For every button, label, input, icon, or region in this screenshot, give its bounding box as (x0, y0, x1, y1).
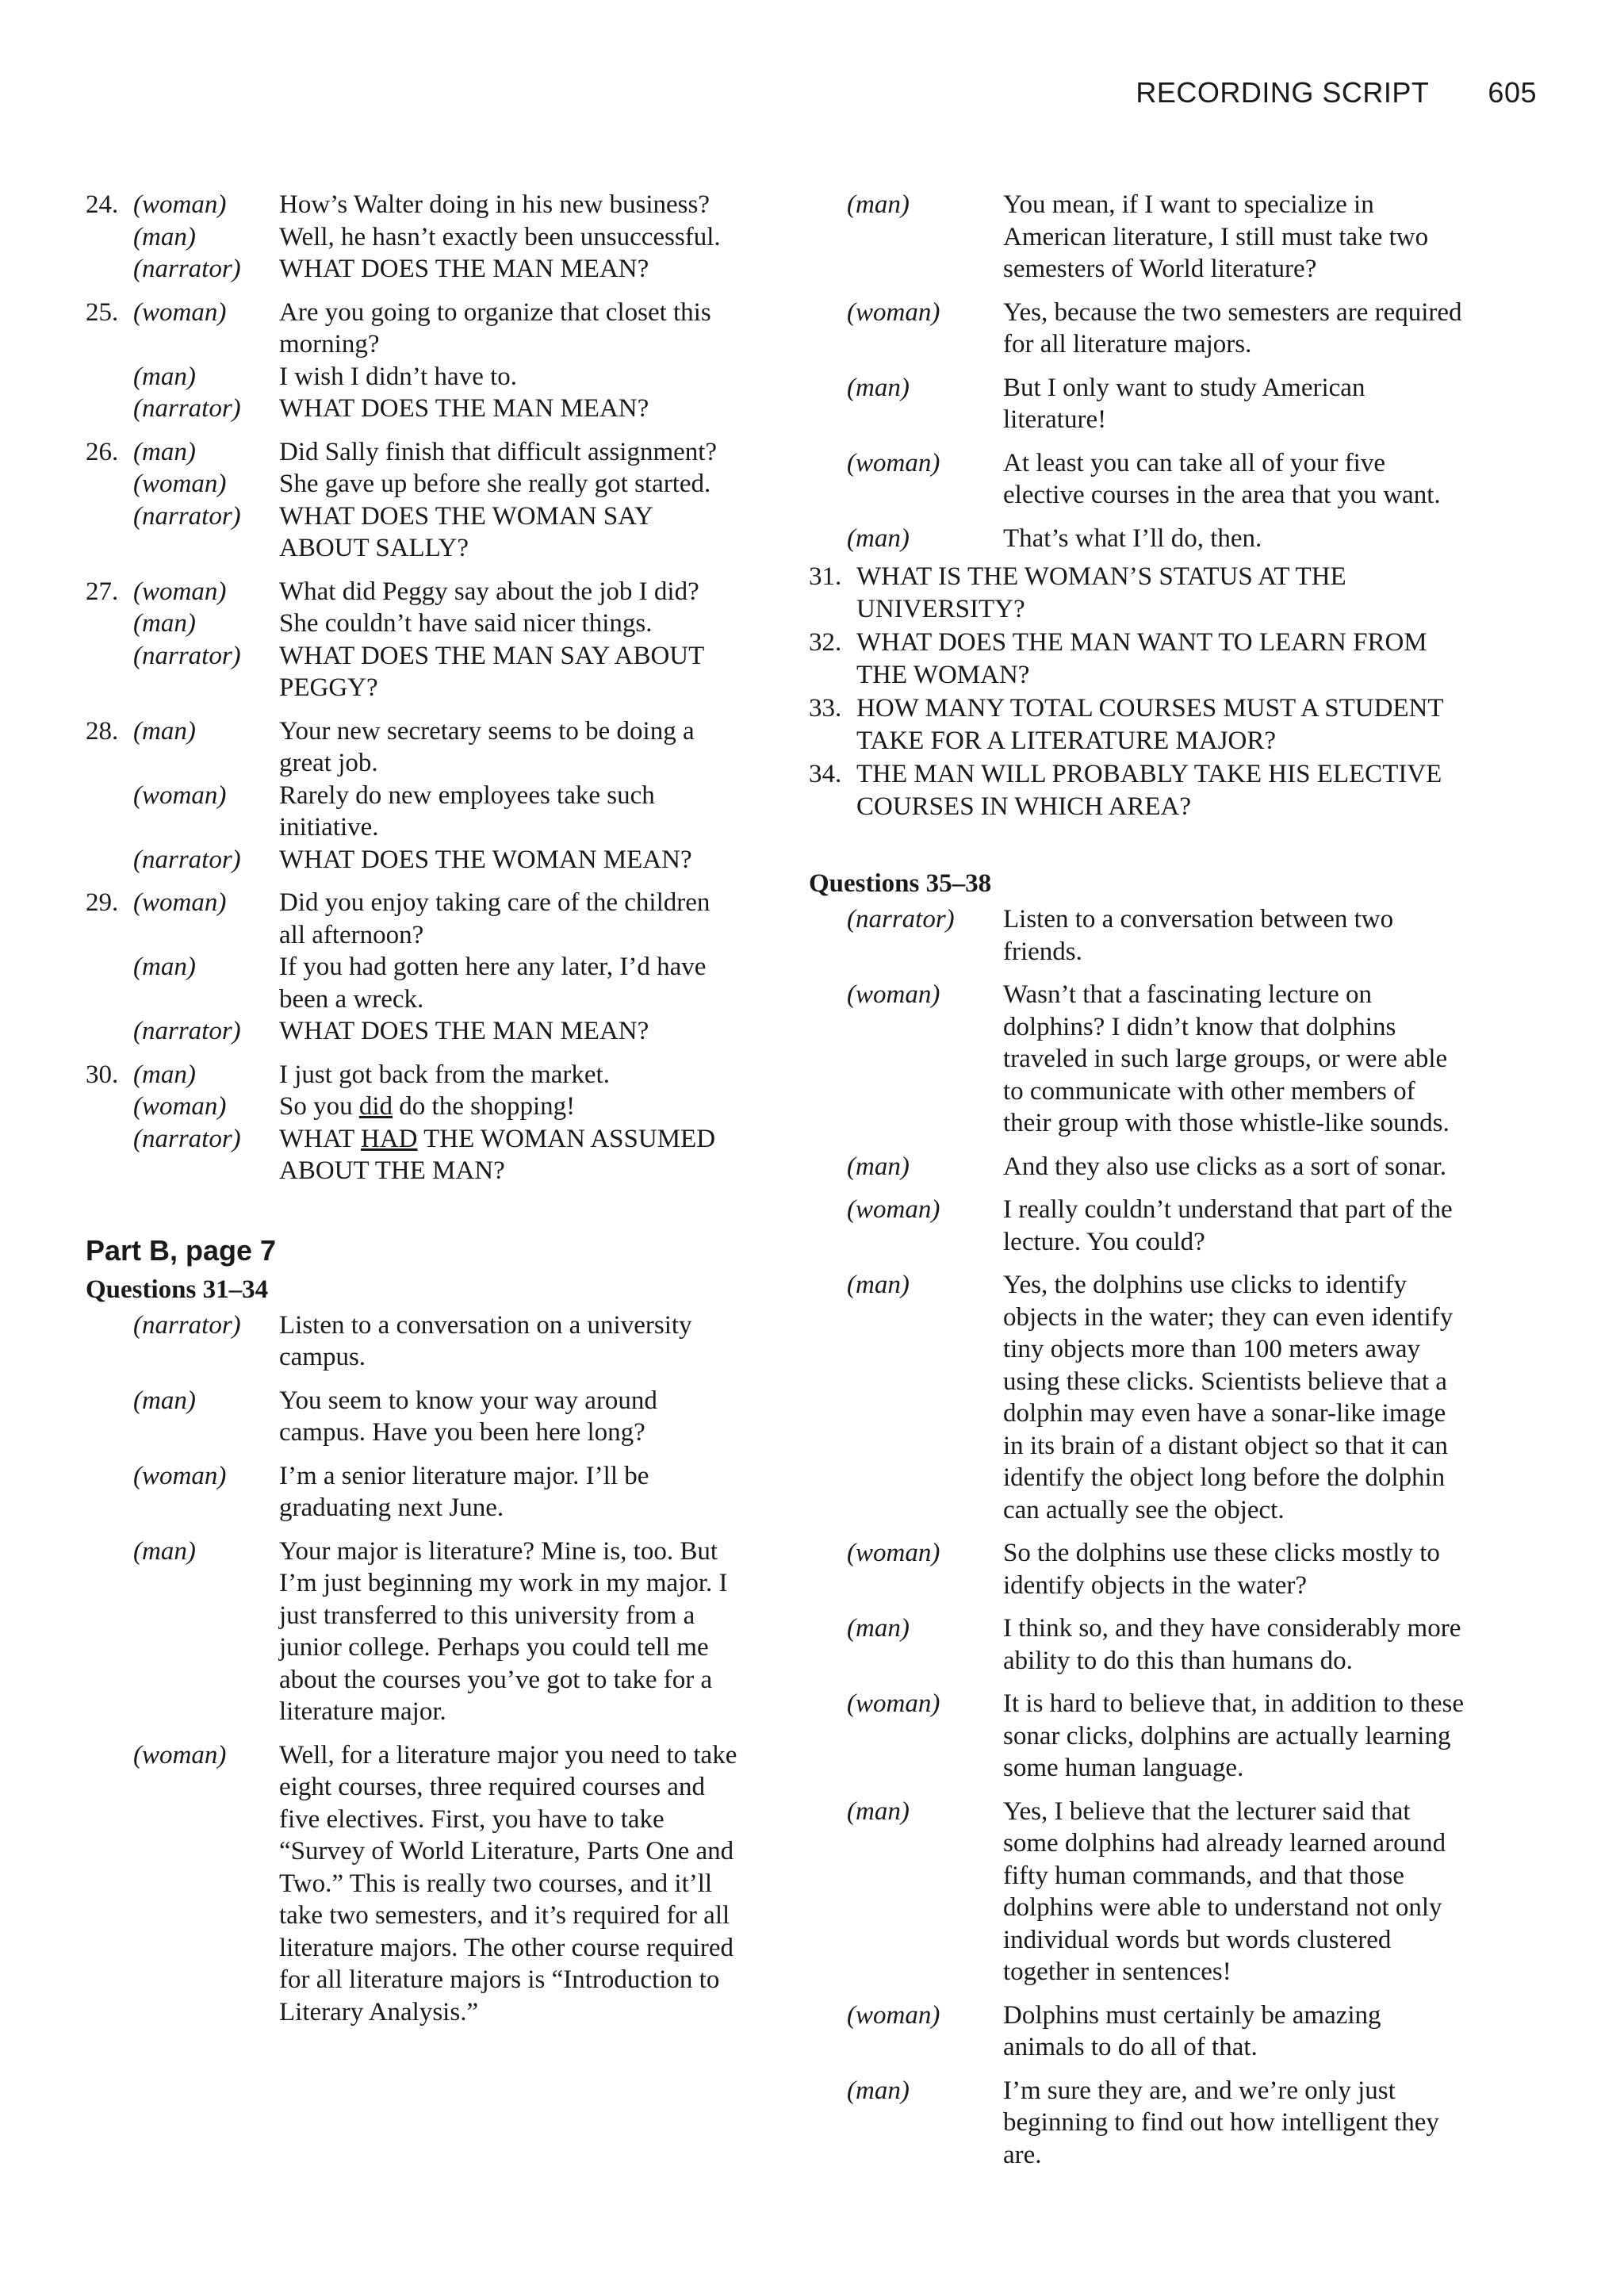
script-line (809, 1612, 1467, 1677)
question-number: 33. (809, 694, 842, 723)
item-number: 29. (86, 888, 119, 917)
item-number: 27. (86, 577, 119, 606)
script-line (809, 1151, 1467, 1183)
script-line (86, 1015, 744, 1048)
dialogue-text: I wish I didn’t have to. (279, 362, 518, 391)
conversation-35-38 (809, 903, 1467, 2171)
dialogue-text: She couldn’t have said nicer things. (279, 609, 653, 638)
dialogue-text: How’s Walter doing in his new business? (279, 190, 710, 219)
speaker: (woman) (133, 1461, 227, 1490)
speaker: (narrator) (847, 905, 955, 934)
line-label (809, 1796, 1003, 1988)
script-line (809, 903, 1467, 968)
script-line (809, 2075, 1467, 2172)
question-row (809, 627, 1467, 691)
speaker: (man) (847, 1152, 910, 1181)
speaker: (woman) (847, 980, 940, 1009)
dialogue-text: So the dolphins use these clicks mostly to identify objects in the water? (1003, 1539, 1440, 1600)
script-line (86, 951, 744, 1015)
line-label (809, 1612, 1003, 1677)
text-part: THE WOMAN ASSUMED ABOUT THE MAN? (279, 1124, 716, 1185)
dialogue-text: WHAT DOES THE WOMAN MEAN? (279, 845, 692, 874)
line-label (86, 393, 279, 425)
speaker: (narrator) (133, 394, 241, 423)
left-column (86, 189, 744, 2028)
script-item (86, 189, 744, 286)
line-label (86, 500, 279, 565)
question-number: 34. (809, 760, 842, 788)
speaker: (woman) (847, 1689, 940, 1718)
speaker: (man) (847, 1614, 910, 1643)
conversation-continued (809, 189, 1467, 554)
page-number: 605 (1488, 76, 1537, 109)
speaker: (man) (847, 373, 910, 402)
line-label (86, 576, 279, 608)
script-line (86, 1536, 744, 1728)
dialogue-text: Did Sally finish that difficult assignment? (279, 437, 718, 466)
speaker: (woman) (847, 1539, 940, 1567)
speaker: (man) (847, 523, 910, 553)
dialogue-text: I think so, and they have considerably more ability to do this than humans do. (1003, 1614, 1461, 1675)
items-24-29 (86, 189, 744, 1048)
script-line (86, 189, 744, 221)
script-line (809, 1194, 1467, 1258)
script-line (86, 436, 744, 469)
script-line (86, 576, 744, 608)
script-line (86, 887, 744, 951)
line-label (86, 436, 279, 469)
line-label (86, 608, 279, 640)
speaker: (man) (133, 1536, 196, 1566)
dialogue-text: WHAT DOES THE MAN SAY ABOUT PEGGY? (279, 641, 704, 702)
speaker: (man) (847, 1271, 910, 1299)
dialogue-text: WHAT DOES THE MAN MEAN? (279, 394, 649, 423)
dialogue-text: Dolphins must certainly be amazing animals to do all of that. (1003, 2000, 1381, 2061)
dialogue-text: That’s what I’ll do, then. (1003, 523, 1262, 553)
script-line (86, 221, 744, 254)
line-label (86, 297, 279, 361)
speaker: (woman) (847, 448, 940, 477)
dialogue-text: It is hard to believe that, in addition to these sonar clicks, dolphins are actually learning some human language. (1003, 1689, 1465, 1782)
script-line (86, 297, 744, 361)
script-item (86, 576, 744, 704)
dialogue-text: I’m a senior literature major. I’ll be graduating next June. (279, 1461, 649, 1522)
line-label (86, 780, 279, 844)
speaker: (woman) (847, 297, 940, 327)
line-label (809, 1688, 1003, 1785)
script-line (809, 2000, 1467, 2064)
dialogue-text: Rarely do new employees take such initiative. (279, 780, 655, 842)
speaker: (woman) (133, 577, 227, 606)
item-number: 30. (86, 1060, 119, 1089)
dialogue-text: Yes, because the two semesters are required for all literature majors. (1003, 297, 1462, 358)
speaker: (man) (847, 1796, 910, 1826)
line-label (809, 2075, 1003, 2172)
line-label (809, 189, 1003, 286)
line-label (86, 951, 279, 1015)
dialogue-text: You mean, if I want to specialize in American literature, I still must take two semesters of World literature? (1003, 190, 1429, 283)
script-line (86, 844, 744, 876)
dialogue-text: Well, for a literature major you need to take eight courses, three required courses and five electives. First, you have to take “Survey of World Literature, Parts One and Two.” This is really two courses, and it’ll take two semesters, and it’s required for all literature majors. The other course required for all literature majors is “Introduction to Literary Analysis.” (279, 1740, 737, 2026)
dialogue-text: Yes, I believe that the lecturer said that some dolphins had already learned around fifty human commands, and that those dolphins were able to understand not only individual words but words clustered together in sentences! (1003, 1796, 1446, 1986)
script-line (809, 297, 1467, 361)
script-line (86, 608, 744, 640)
dialogue-text: And they also use clicks as a sort of sonar. (1003, 1152, 1447, 1181)
line-label (86, 1460, 279, 1524)
dialogue-text: Listen to a conversation on a university campus. (279, 1310, 692, 1371)
speaker: (man) (133, 1386, 196, 1415)
script-item (86, 715, 744, 876)
item-number: 24. (86, 190, 119, 219)
line-label (86, 189, 279, 221)
script-line (86, 715, 744, 780)
section-title: RECORDING SCRIPT (1136, 76, 1430, 109)
dialogue-text: If you had gotten here any later, I’d have been a wreck. (279, 953, 707, 1014)
script-line (809, 447, 1467, 512)
item-30 (86, 1059, 744, 1187)
line-label (809, 979, 1003, 1140)
question-row (809, 758, 1467, 822)
line-label (809, 1537, 1003, 1601)
script-line (809, 372, 1467, 436)
speaker: (woman) (847, 2000, 940, 2030)
script-line (86, 1385, 744, 1449)
script-line (809, 1688, 1467, 1785)
dialogue-text: What did Peggy say about the job I did? (279, 577, 699, 606)
question-text: HOW MANY TOTAL COURSES MUST A STUDENT TAKE FOR A LITERATURE MAJOR? (856, 694, 1443, 755)
line-label (809, 447, 1003, 512)
speaker: (narrator) (133, 1017, 241, 1045)
script-line (86, 500, 744, 565)
questions-31-34 (809, 561, 1467, 822)
item-number: 28. (86, 716, 119, 746)
script-line (809, 1269, 1467, 1526)
speaker: (narrator) (133, 1124, 241, 1153)
line-label (809, 1151, 1003, 1183)
script-line (86, 1309, 744, 1374)
questions-heading: Questions 31–34 (86, 1275, 269, 1304)
script-line (86, 1460, 744, 1524)
script-item (86, 297, 744, 425)
questions-heading: Questions 35–38 (809, 869, 992, 898)
line-label (809, 523, 1003, 555)
line-label (809, 372, 1003, 436)
script-line (86, 1739, 744, 2029)
speaker: (narrator) (133, 641, 241, 670)
conversation-31-34 (86, 1309, 744, 2029)
emphasis: HAD (360, 1124, 418, 1153)
dialogue-text: But I only want to study American literature! (1003, 373, 1365, 434)
speaker: (woman) (133, 190, 227, 219)
question-number: 31. (809, 562, 842, 591)
dialogue-text (279, 1123, 739, 1187)
question-text: THE MAN WILL PROBABLY TAKE HIS ELECTIVE COURSES IN WHICH AREA? (856, 760, 1442, 821)
question-row (809, 561, 1467, 625)
part-heading: Part B, page 7 (86, 1233, 277, 1267)
script-line (86, 1091, 744, 1123)
running-head (1136, 76, 1537, 109)
dialogue-text: WHAT DOES THE WOMAN SAY ABOUT SALLY? (279, 501, 653, 562)
line-label (809, 1194, 1003, 1258)
speaker: (woman) (133, 470, 227, 498)
speaker: (man) (133, 609, 196, 638)
line-label (86, 887, 279, 951)
script-line (809, 979, 1467, 1140)
dialogue-text: I really couldn’t understand that part of the lecture. You could? (1003, 1195, 1453, 1256)
dialogue-text: Yes, the dolphins use clicks to identify objects in the water; they can even identify tiny objects more than 100 meters away using these clicks. Scientists believe that a dolphin may even have a sonar-like image in its brain of a distant object so that it can identify the object long before the dolphin can actually see the object. (1003, 1271, 1454, 1524)
dialogue-text: WHAT DOES THE MAN MEAN? (279, 1017, 649, 1045)
dialogue-text: I just got back from the market. (279, 1060, 610, 1089)
line-label (86, 1015, 279, 1048)
script-line (86, 640, 744, 704)
script-line (86, 253, 744, 286)
script-line (86, 1123, 744, 1187)
line-label (86, 361, 279, 393)
speaker: (narrator) (133, 845, 241, 874)
text-part: do the shopping! (393, 1092, 576, 1121)
speaker: (woman) (133, 888, 227, 917)
speaker: (narrator) (133, 1310, 241, 1340)
dialogue-text: I’m sure they are, and we’re only just beginning to find out how intelligent they are. (1003, 2076, 1439, 2169)
script-line (86, 468, 744, 500)
dialogue-text: Did you enjoy taking care of the children all afternoon? (279, 888, 710, 949)
script-line (809, 523, 1467, 555)
dialogue-text: Listen to a conversation between two friends. (1003, 905, 1394, 966)
speaker: (woman) (133, 1740, 227, 1769)
line-label (86, 640, 279, 704)
script-line (86, 393, 744, 425)
item-number: 26. (86, 437, 119, 466)
script-line (86, 361, 744, 393)
dialogue-text: Well, he hasn’t exactly been unsuccessful. (279, 222, 721, 251)
line-label (86, 1309, 279, 1374)
script-line (809, 189, 1467, 286)
script-line (86, 780, 744, 844)
speaker: (man) (133, 716, 196, 746)
speaker: (man) (847, 190, 910, 219)
dialogue-text: At least you can take all of your five elective courses in the area that you want. (1003, 448, 1441, 509)
question-row (809, 692, 1467, 757)
dialogue-text: Wasn’t that a fascinating lecture on dolphins? I didn’t know that dolphins traveled in such large groups, or were able to communicate with other members of their group with those whistle-like sounds. (1003, 980, 1450, 1137)
speaker: (narrator) (133, 501, 241, 531)
item-number: 25. (86, 297, 119, 327)
line-label (809, 1269, 1003, 1526)
dialogue-text: WHAT DOES THE MAN MEAN? (279, 255, 649, 283)
script-line (809, 1796, 1467, 1988)
script-item (86, 887, 744, 1048)
text-part: So you (279, 1092, 359, 1121)
dialogue-text: She gave up before she really got started. (279, 470, 711, 498)
question-number: 32. (809, 628, 842, 657)
line-label (809, 2000, 1003, 2064)
line-label (86, 253, 279, 286)
line-label (86, 468, 279, 500)
speaker: (woman) (133, 297, 227, 327)
speaker: (woman) (133, 780, 227, 810)
speaker: (man) (133, 437, 196, 466)
script-item (86, 436, 744, 565)
script-line (86, 1059, 744, 1091)
text-part: WHAT (279, 1124, 361, 1153)
speaker: (woman) (847, 1195, 940, 1224)
question-text: WHAT IS THE WOMAN’S STATUS AT THE UNIVERSITY? (856, 562, 1346, 623)
dialogue-text: Your major is literature? Mine is, too. But I’m just beginning my work in my major. I just transferred to this university from a junior college. Perhaps you could tell me about the courses you’ve got to take for a literature major. (279, 1536, 728, 1726)
speaker: (narrator) (133, 255, 241, 283)
line-label (86, 1739, 279, 2029)
line-label (86, 1385, 279, 1449)
line-label (809, 903, 1003, 968)
line-label (809, 297, 1003, 361)
line-label (86, 221, 279, 254)
dialogue-text: Are you going to organize that closet this morning? (279, 297, 711, 358)
line-label (86, 844, 279, 876)
speaker: (man) (133, 362, 196, 391)
emphasis: did (358, 1092, 393, 1121)
speaker: (man) (133, 1060, 196, 1089)
speaker: (man) (133, 222, 196, 251)
question-text: WHAT DOES THE MAN WANT TO LEARN FROM THE WOMAN? (856, 628, 1427, 689)
right-column (809, 189, 1467, 2171)
line-label (86, 1536, 279, 1728)
line-label (86, 715, 279, 780)
dialogue-text: Your new secretary seems to be doing a great job. (279, 716, 695, 777)
speaker: (man) (847, 2076, 910, 2105)
speaker: (man) (133, 953, 196, 981)
script-line (809, 1537, 1467, 1601)
dialogue-text: You seem to know your way around campus. Have you been here long? (279, 1386, 657, 1447)
dialogue-text (279, 1091, 739, 1123)
speaker: (woman) (133, 1092, 227, 1121)
